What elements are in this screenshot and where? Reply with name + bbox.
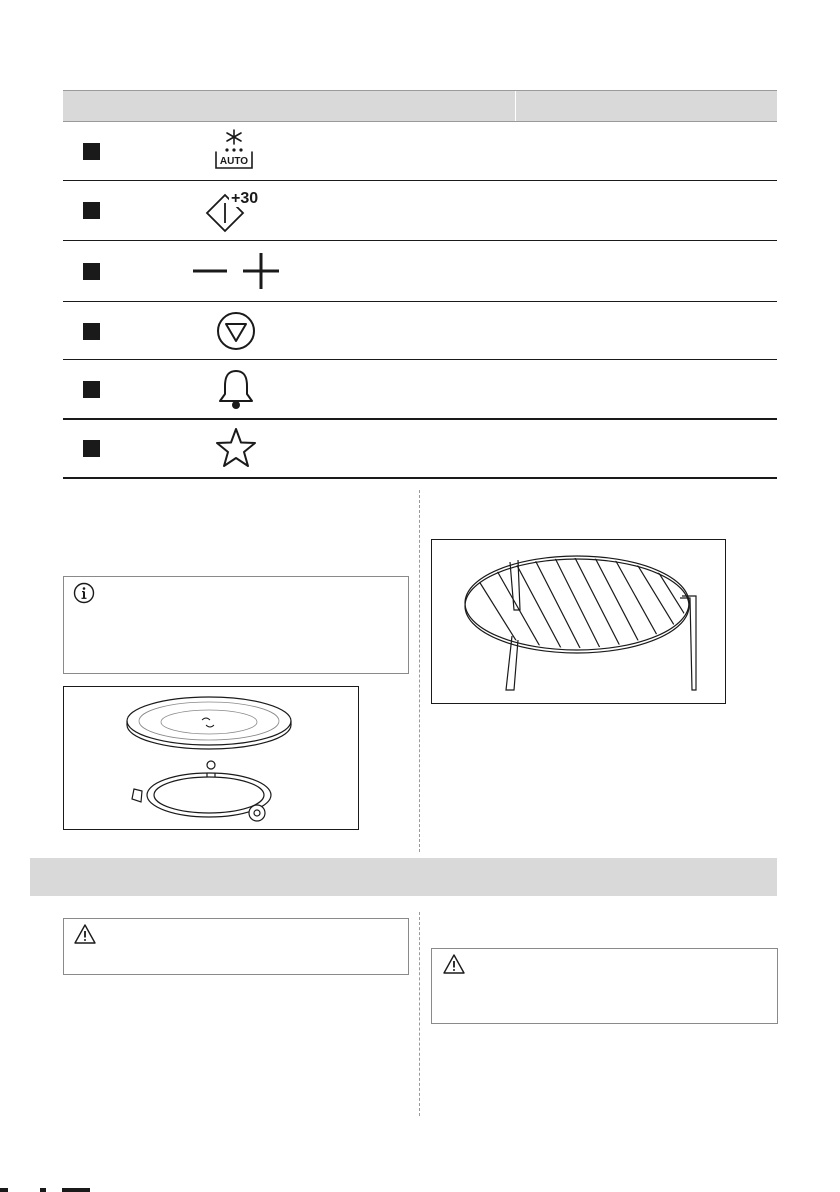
plus-30-label: +30 [231, 190, 259, 207]
table-row [63, 420, 777, 479]
turntable-figure [63, 686, 359, 830]
row-marker [83, 202, 100, 219]
warning-triangle-icon [442, 953, 466, 975]
table-row [63, 360, 777, 420]
table-header [63, 90, 777, 122]
table-row [63, 181, 777, 241]
row-marker [83, 440, 100, 457]
table-row [63, 122, 777, 181]
header-column-divider [515, 91, 516, 121]
bell-icon [217, 368, 255, 412]
info-icon [73, 582, 95, 604]
star-icon [214, 426, 258, 470]
auto-defrost-icon [210, 128, 258, 174]
row-marker [83, 323, 100, 340]
auto-label: AUTO [219, 156, 249, 167]
controls-table [63, 90, 777, 479]
wire-rack-illustration [432, 540, 725, 703]
info-note-box [63, 576, 409, 674]
column-divider [419, 490, 420, 852]
warning-triangle-icon [73, 923, 97, 945]
table-row [63, 302, 777, 360]
row-marker [83, 381, 100, 398]
row-marker [83, 143, 100, 160]
row-marker [83, 263, 100, 280]
table-row [63, 241, 777, 302]
minus-plus-icon [191, 251, 283, 291]
column-divider-bottom [419, 912, 420, 1116]
wire-rack-figure [431, 539, 726, 704]
section-heading-bar [30, 858, 777, 896]
footer-page-mark [0, 1186, 95, 1192]
stop-icon [215, 310, 257, 352]
turntable-illustration [64, 687, 358, 829]
start-plus-30-icon [205, 185, 269, 237]
warning-box-left [63, 918, 409, 975]
warning-box-right [431, 948, 778, 1024]
